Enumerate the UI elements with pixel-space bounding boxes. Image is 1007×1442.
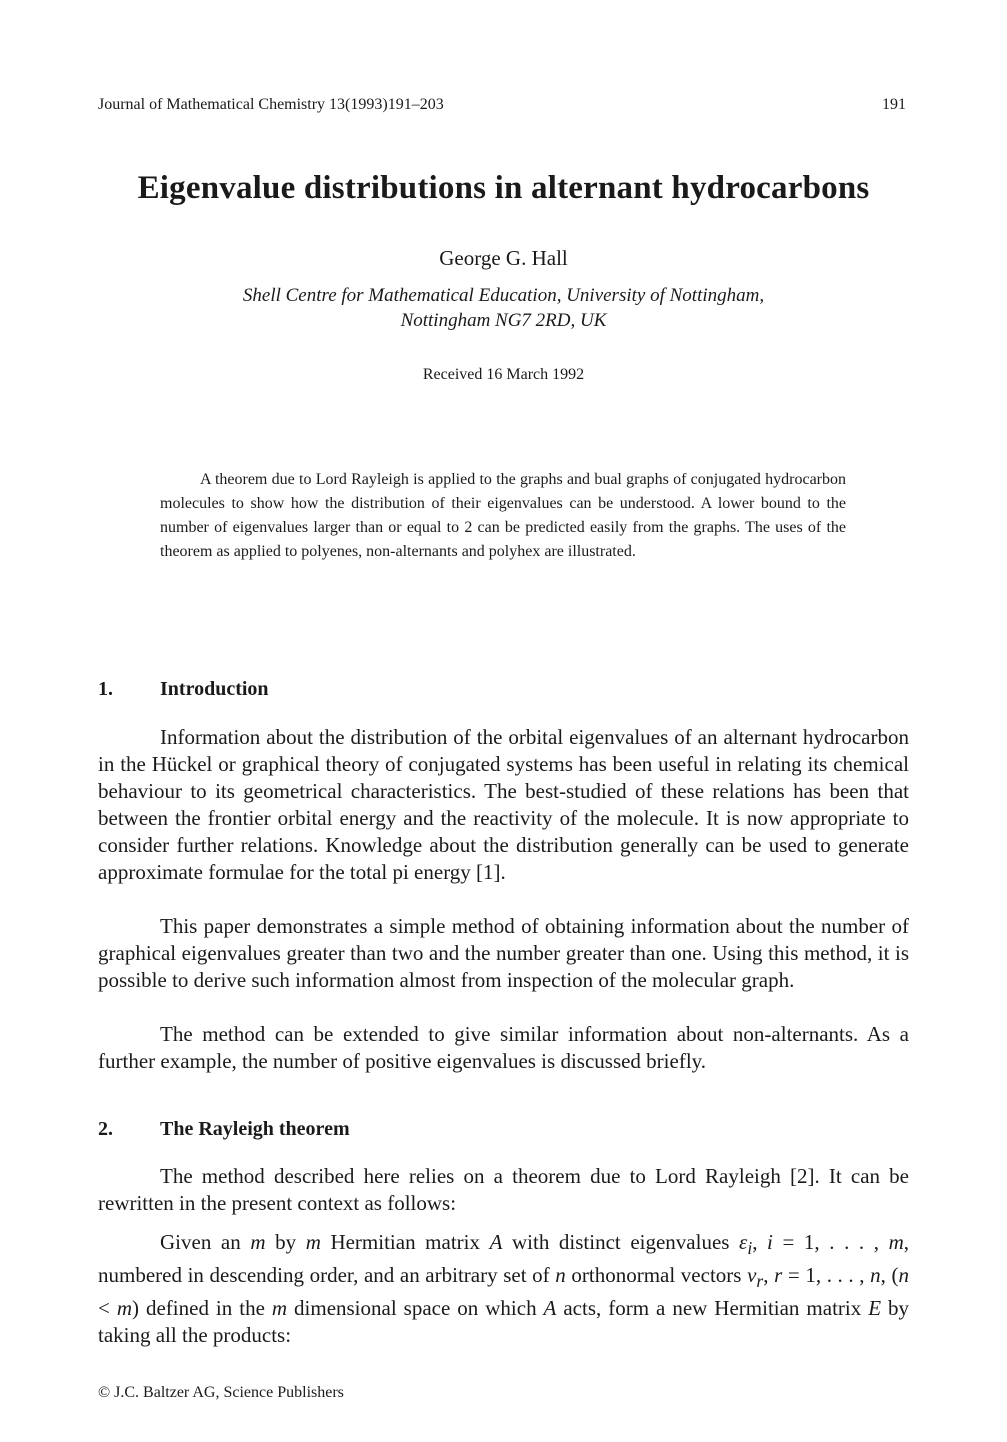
abstract: A theorem due to Lord Rayleigh is applied to the graphs and bual graphs of conjugated hydrocarbon molecules to show how the distribution of their eigenvalues can be understood. A lower bound to the number of eigenvalues larger than or equal to 2 can be predicted easily from the graphs. The uses of the theorem as applied to polyenes, non-alternants and polyhex are illustrated. [160, 471, 846, 560]
affiliation-line-2: Nottingham NG7 2RD, UK [400, 310, 607, 331]
section-title: The Rayleigh theorem [160, 1118, 350, 1140]
affiliation-line-1: Shell Centre for Mathematical Education, University of Nottingham, [242, 285, 765, 306]
received-date: Received 16 March 1992 [422, 366, 585, 383]
running-head [98, 96, 906, 114]
intro-paragraph-1: Information about the distribution of the orbital eigenvalues of an alternant hydrocarbon in the Hückel or graphical theory of conjugated systems has been useful in relating its chemical behaviour to its geometrical characteristics. The best-studied of these relations has been that between the frontier orbital energy and the reactivity of the molecule. It is now appropriate to consider further relations. Knowledge about the distribution generally can be used to generate approximate formulae for the total pi energy [1]. [98, 725, 909, 884]
section-heading-rayleigh [98, 1118, 350, 1141]
intro-paragraph-2: This paper demonstrates a simple method of obtaining information about the number of graphical eigenvalues greater than two and the number greater than one. Using this method, it is possible to derive such information almost from inspection of the molecular graph. [98, 914, 909, 992]
section-heading-introduction [98, 678, 269, 701]
rayleigh-paragraph-2: Given an m by m Hermitian matrix A with distinct eigenvalues $\varepsilon_i$, i = 1, . . . , m, numbered in descending order, and an arbitrary set of n orthonormal vectors $v_r$, r = 1, . . . , n, (n < m) defined in the m dimensional space on which A acts, form a new Hermitian matrix E by taking all the products: [98, 1230, 910, 1348]
publisher-copyright: © J.C. Baltzer AG, Science Publishers [98, 1384, 344, 1401]
author-name: George G. Hall [439, 246, 568, 270]
section-title: Introduction [160, 678, 269, 700]
paper-title: Eigenvalue distributions in alternant hydrocarbons [137, 170, 870, 206]
journal-citation: Journal of Mathematical Chemistry 13(1993)191–203 [98, 96, 444, 113]
intro-paragraph-3: The method can be extended to give similar information about non-alternants. As a further example, the number of positive eigenvalues is discussed briefly. [98, 1022, 909, 1073]
section-number: 1. [98, 678, 113, 700]
rayleigh-paragraph-1: The method described here relies on a theorem due to Lord Rayleigh [2]. It can be rewritten in the present context as follows: [98, 1164, 909, 1215]
section-number: 2. [98, 1118, 113, 1140]
page-number: 191 [882, 96, 906, 113]
author-affiliation [0, 283, 1007, 333]
